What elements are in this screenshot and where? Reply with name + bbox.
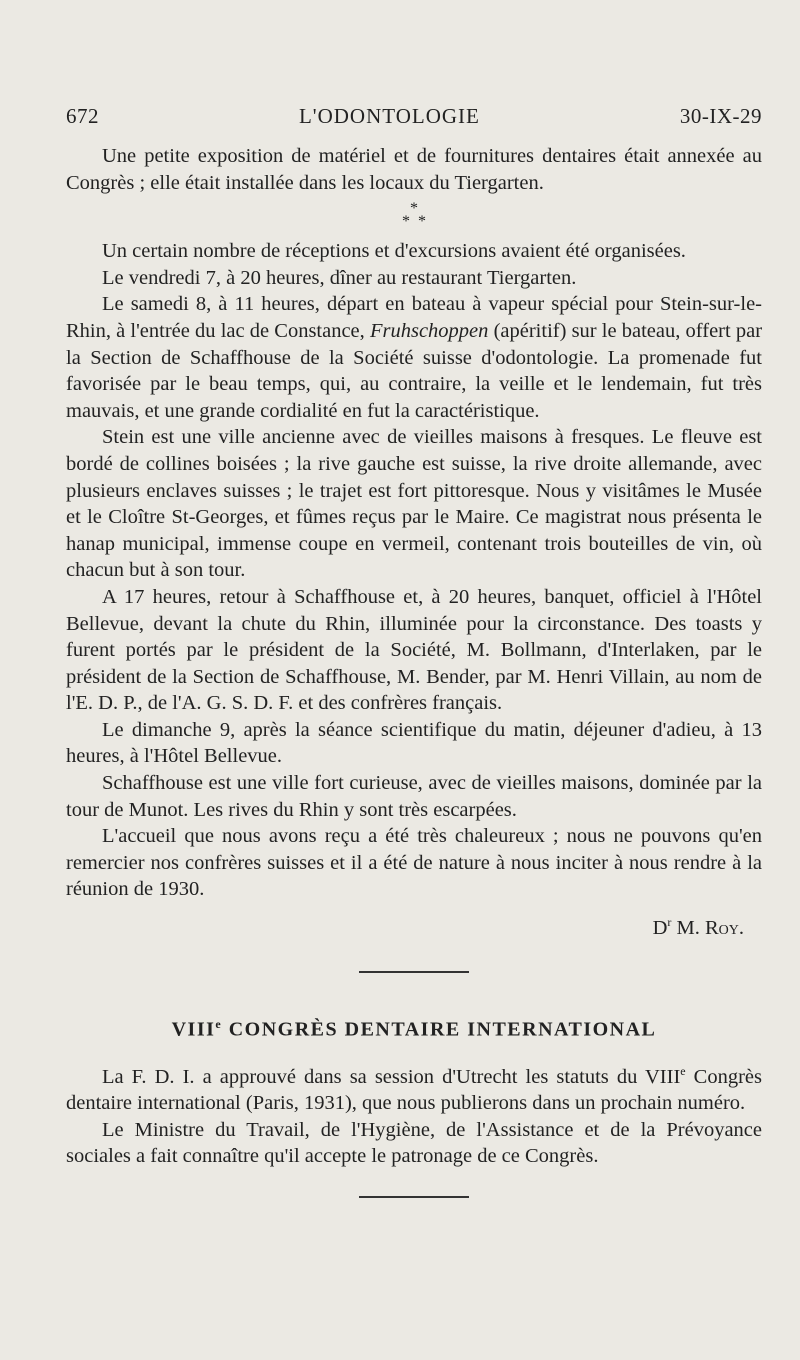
running-head: [66, 104, 762, 129]
journal-title: L'ODONTOLOGIE: [298, 104, 480, 128]
body-text: [66, 143, 762, 1198]
paragraph-schaffhouse: Schaffhouse est une ville fort curieuse, avec de vieilles maisons, dominée par la tour de Munot. Les rives du Rhin y sont très escarpées.: [66, 772, 762, 821]
fruhschoppen-term: Fruhschoppen: [369, 319, 489, 342]
paragraph-stein: Stein est une ville ancienne avec de vieilles maisons à fresques. Le fleuve est bordé de collines boisées ; la rive gauche est suisse, la rive droite allemande, avec plusieurs enclaves suisses ; le trajet est fort pittoresque. Nous y visitâmes le Musée et le Cloître St-Georges, et fûmes reçus par le Maire. Ce magistrat nous présenta le hanap municipal, immense coupe en vermeil, contenant trois bouteilles de vin, où chacun but à son tour.: [66, 426, 762, 582]
signature-title: D: [652, 916, 668, 939]
end-divider: [359, 1196, 469, 1198]
heading-sup: e: [215, 1017, 223, 1032]
paragraph-ministre: Le Ministre du Travail, de l'Hygiène, de l'Assistance et de la Prévoyance sociales a fait connaître qu'il accepte le patronage de ce Congrès.: [66, 1118, 762, 1168]
paragraph-exposition: Une petite exposition de matériel et de fournitures dentaires était annexée au Congrès ; elle était installée dans les locaux du Tiergarten.: [66, 145, 762, 194]
section-heading: [66, 1011, 762, 1043]
fdi-text-a: La F. D. I. a approuvé dans sa session d'Utrecht les statuts du VIII: [102, 1065, 681, 1088]
page-number: 672: [66, 104, 99, 128]
signature-name: M. Roy.: [676, 916, 744, 939]
author-signature: [66, 909, 762, 941]
paragraph-vendredi: Le vendredi 7, à 20 heures, dîner au restaurant Tiergarten.: [102, 266, 577, 289]
paragraph-banquet: A 17 heures, retour à Schaffhouse et, à 20 heures, banquet, officiel à l'Hôtel Bellevue, devant la chute du Rhin, illuminée pour la circonstance. Des toasts y furent portés par le président de la Société, M. Bollmann, d'Interlaken, par le président de la Section de Schaffhouse, M. Bender, par M. Henri Villain, au nom de l'E. D. P., de l'A. G. S. D. F. et des confrères français.: [66, 585, 762, 715]
samedi-text-b: (apéritif) sur le bateau, offert par la Section de Schaffhouse de la Société suisse d'odontologie. La promenade fut favorisée par le beau temps, qui, au contraire, la veille et le lendemain, fut très mauvais, et une grande cordialité en fut la caractéristique.: [66, 319, 763, 422]
fdi-sup: e: [680, 1063, 686, 1078]
section-divider: [359, 971, 469, 973]
paragraph-fdi: [66, 1058, 762, 1117]
heading-roman: VIII: [171, 1019, 216, 1042]
paragraph-accueil: L'accueil que nous avons reçu a été très chaleureux ; nous ne pouvons qu'en remercier nos confrères suisses et il a été de nature à nous inciter à nous rendre à la réunion de 1930.: [66, 825, 762, 901]
heading-text: CONGRÈS DENTAIRE INTERNATIONAL: [222, 1019, 657, 1042]
samedi-text-a: Le samedi 8, à 11 heures, départ en bateau à vapeur spécial pour Stein-sur-le-Rhin, à l'entrée du lac de Constance,: [66, 293, 762, 342]
issue-date: 30-IX-29: [679, 104, 762, 128]
paragraph-samedi: [66, 291, 762, 424]
paragraph-receptions: Un certain nombre de réceptions et d'excursions avaient été organisées.: [102, 240, 686, 263]
signature-title-sup: r: [667, 915, 672, 930]
fdi-text-b: Congrès dentaire international (Paris, 1931), que nous publierons dans un prochain numéro.: [66, 1065, 763, 1115]
section-asterism: * * *: [402, 200, 426, 231]
paragraph-dimanche: Le dimanche 9, après la séance scientifique du matin, déjeuner d'adieu, à 13 heures, à l'Hôtel Bellevue.: [66, 718, 762, 768]
